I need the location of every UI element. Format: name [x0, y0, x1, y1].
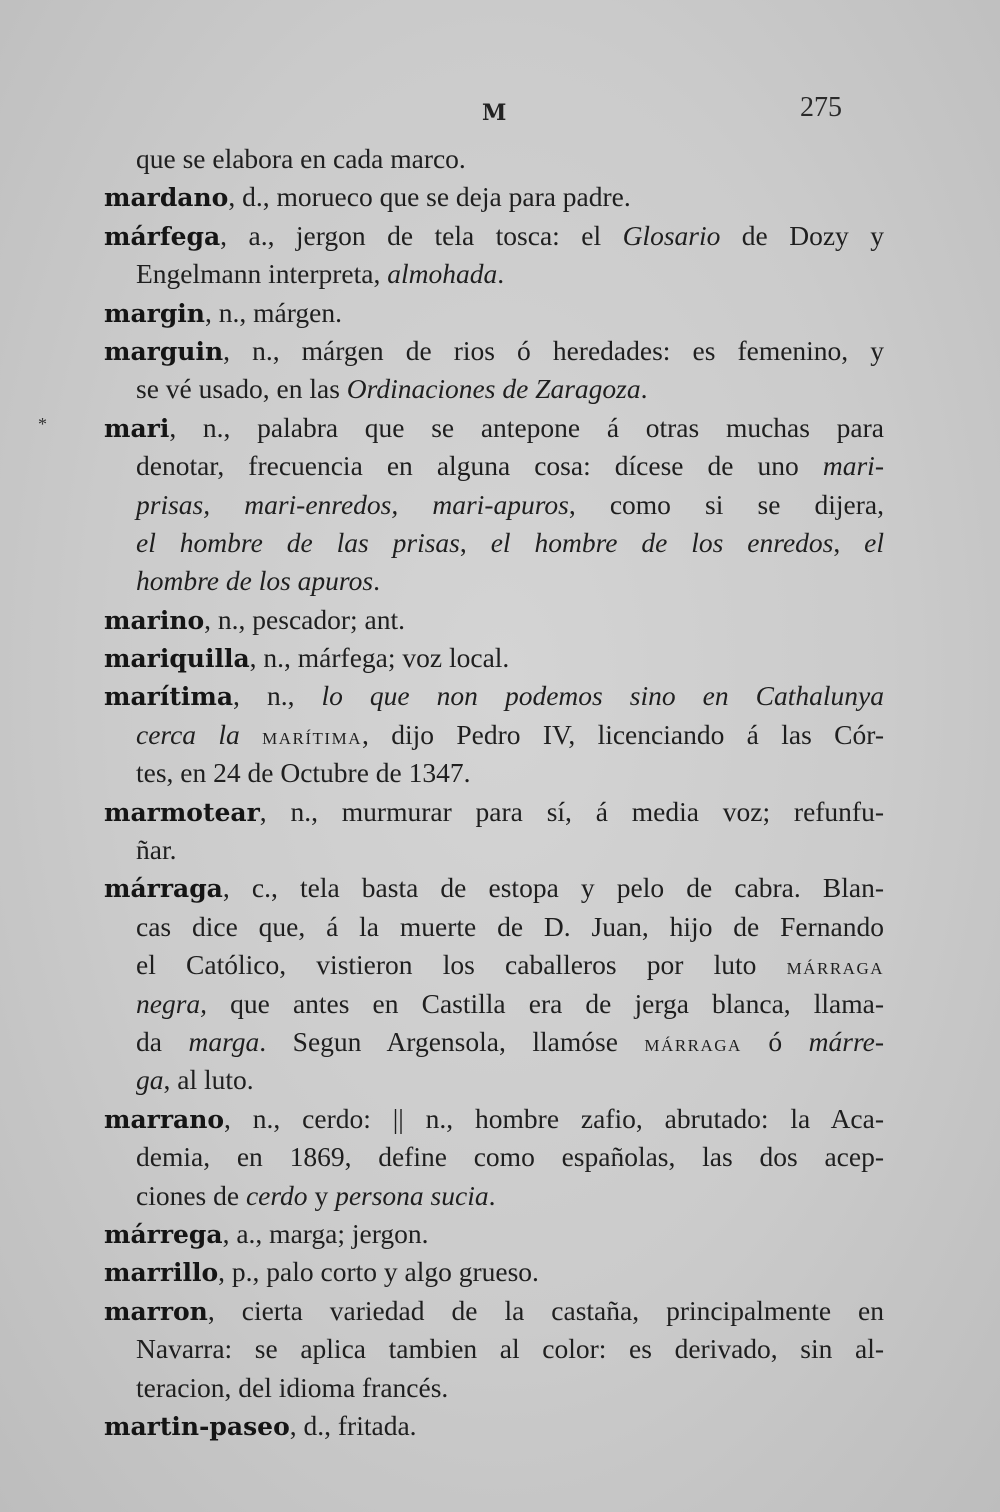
entry-marraga-cont-3: negra, que antes en Castilla era de jerga blanca, llama- [136, 987, 884, 1019]
entry-mari: mari, n., palabra que se antepone á otras muchas para [104, 411, 884, 443]
headword: mardano [104, 183, 229, 213]
entry-mardano [104, 178, 884, 216]
entry-mari-cont-2: prisas, mari-enredos, mari-apuros, como si se dijera, [136, 488, 884, 520]
entry-marraga-cont-2: el Católico, vistieron los caballeros por luto MÁRRAGA [136, 949, 884, 981]
entry-marrano-cont-1: demia, en 1869, define como españolas, las dos acep- [136, 1141, 884, 1173]
entry-maritima: marítima, n., lo que non podemos sino en Cathalunya [104, 680, 884, 712]
entry-marron-cont-1: Navarra: se aplica tambien al color: es derivado, sin al- [136, 1333, 884, 1365]
entry-maritima-cont-1: cerca la MARÍTIMA, dijo Pedro IV, licenciando á las Cór- [136, 718, 884, 750]
entry-marron-cont-2: teracion, del idioma francés. [136, 1371, 449, 1403]
headword: marmotear [104, 797, 260, 827]
entry-marguin-cont: se vé usado, en las Ordinaciones de Zaragoza. [136, 373, 648, 405]
entry-marraga: márraga, c., tela basta de estopa y pelo de cabra. Blan- [104, 872, 884, 904]
headword: marron [104, 1296, 208, 1326]
headword: marrillo [104, 1258, 219, 1288]
entry-mari-cont-1: denotar, frecuencia en alguna cosa: dícese de uno mari- [136, 450, 884, 482]
headword: martin-paseo [104, 1411, 290, 1441]
entry-marraga-cont-4: da marga. Segun Argensola, llamóse MÁRRAGA ó márre- [136, 1025, 884, 1057]
entry-marmotear: marmotear, n., murmurar para sí, á media voz; refunfu- [104, 795, 884, 827]
entry-marfega: márfega, a., jergon de tela tosca: el Glosario de Dozy y [104, 219, 884, 251]
entry-marmotear-cont: ñar. [136, 834, 177, 866]
entry-mari-cont-4: hombre de los apuros. [136, 565, 380, 597]
headword: marguin [104, 336, 224, 366]
headword: mariquilla [104, 644, 250, 674]
margin-asterisk: * [38, 414, 47, 434]
entry-marron: marron, cierta variedad de la castaña, principalmente en [104, 1294, 884, 1326]
section-letter-header: M [482, 100, 507, 126]
headword: márrega [104, 1219, 223, 1249]
headword: marrano [104, 1104, 225, 1134]
entry-marrano: marrano, n., cerdo: || n., hombre zafio, abrutado: la Aca- [104, 1102, 884, 1134]
entry-marfega-cont: Engelmann interpreta, almohada. [136, 258, 505, 290]
headword: márraga [104, 874, 223, 904]
continuation-line: que se elabora en cada marco. [136, 143, 466, 174]
entry-marrano-cont-2: ciones de cerdo y persona sucia. [136, 1179, 496, 1211]
entry-marraga-cont-1: cas dice que, á la muerte de D. Juan, hijo de Fernando [136, 910, 884, 942]
entry-marino: marino, n., pescador; ant. [104, 603, 406, 635]
entry-marrega: márrega, a., marga; jergon. [104, 1217, 429, 1249]
entry-marrillo: marrillo, p., palo corto y algo grueso. [104, 1256, 539, 1288]
headword: marino [104, 605, 205, 635]
entry-marguin: marguin, n., márgen de rios ó heredades: es femenino, y [104, 334, 884, 366]
headword: margin [104, 298, 205, 328]
dictionary-text [104, 140, 884, 1445]
entry-marraga-cont-5: ga, al luto. [136, 1064, 254, 1096]
entry-mari-cont-3: el hombre de las prisas, el hombre de los enredos, el [136, 526, 884, 558]
headword: marítima [104, 682, 234, 712]
entry-maritima-cont-2: tes, en 24 de Octubre de 1347. [136, 757, 471, 789]
page-number: 275 [800, 92, 842, 123]
entry-martin-paseo: martin-paseo, d., fritada. [104, 1409, 417, 1441]
headword: márfega [104, 221, 221, 251]
entry-mariquilla: mariquilla, n., márfega; voz local. [104, 642, 510, 674]
headword: mari [104, 413, 170, 443]
definition: , d., morueco que se deja para padre. [228, 181, 631, 213]
entry-margin: margin, n., márgen. [104, 296, 342, 328]
